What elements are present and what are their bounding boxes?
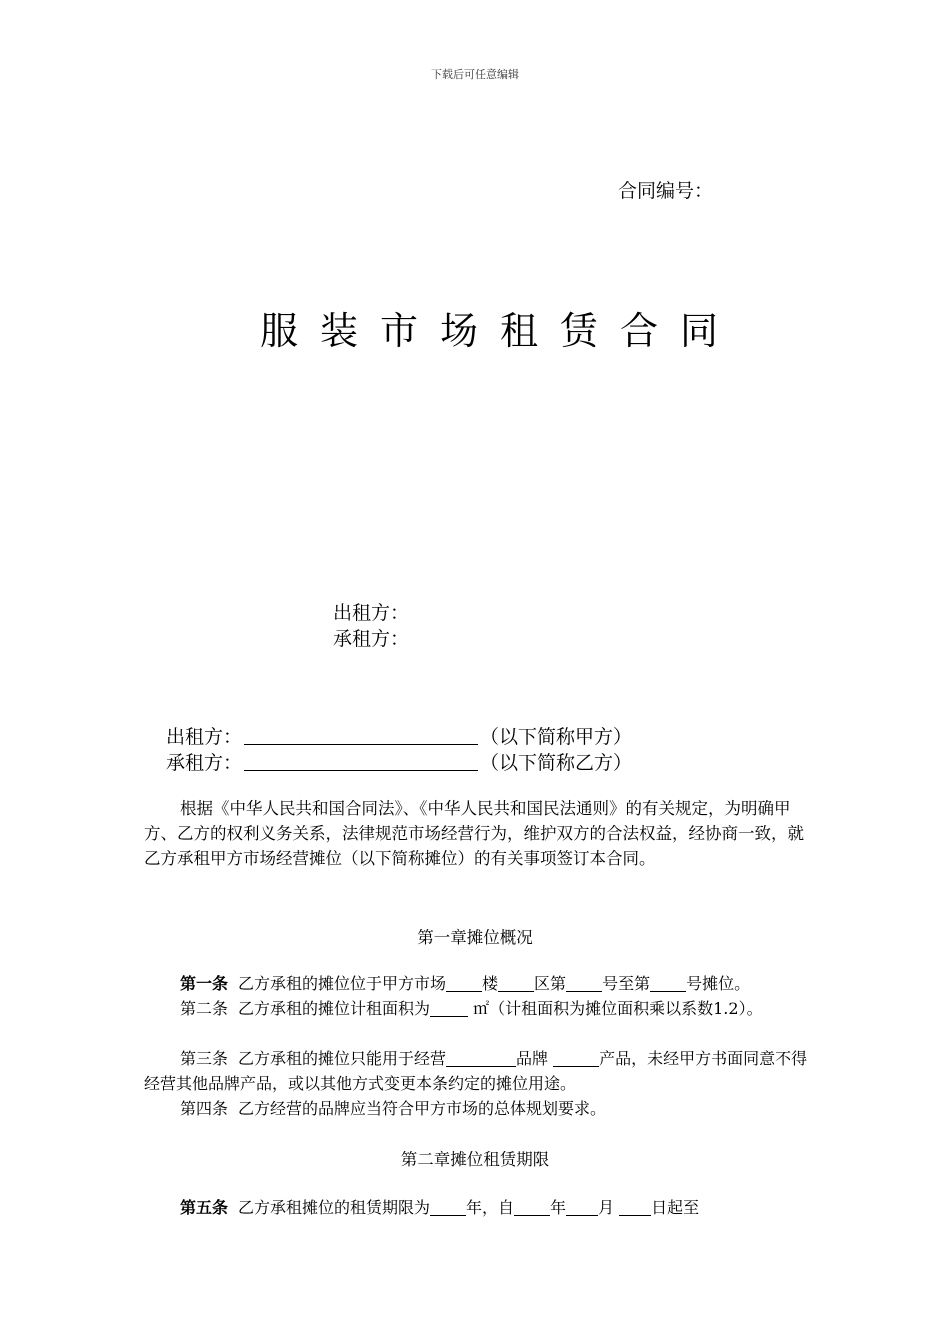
document-title: 服装市场租赁合同: [259, 309, 740, 353]
article-4-label: 第四条: [180, 1099, 229, 1118]
lessee-line: [166, 748, 632, 775]
article-5-text: 日起至: [651, 1198, 700, 1217]
article-5-text: 年: [550, 1198, 567, 1217]
article-2-label: 第二条: [180, 999, 229, 1018]
lessee-suffix: （以下简称乙方）: [480, 752, 633, 774]
blank: [650, 975, 686, 992]
blank: [566, 975, 602, 992]
chapter2-heading: 第二章摊位租赁期限: [400, 1150, 550, 1169]
lessor-line: [166, 722, 632, 749]
article-1-text: 楼: [482, 974, 499, 993]
article-3-label: 第三条: [180, 1049, 229, 1068]
article-1-label: 第一条: [180, 974, 229, 993]
article-1: [144, 971, 808, 996]
article-1-text: 号至第: [602, 974, 651, 993]
article-3-text: 乙方承租的摊位只能用于经营: [238, 1049, 447, 1068]
article-5: [144, 1195, 808, 1220]
blank: [514, 1199, 550, 1216]
blank: [619, 1199, 651, 1216]
article-3: [144, 1046, 808, 1096]
lessee-blank: [244, 752, 478, 771]
chapter1-heading: 第一章摊位概况: [417, 928, 533, 947]
article-5-text: 乙方承租摊位的租赁期限为: [238, 1198, 431, 1217]
lessee-label: 承租方：: [166, 752, 243, 774]
lessor-blank: [244, 726, 478, 745]
blank: [446, 975, 482, 992]
article-2: [144, 996, 808, 1021]
article-1-text: 号摊位。: [686, 974, 751, 993]
blank: [446, 1050, 516, 1067]
contract-number-label: 合同编号：: [618, 180, 714, 202]
blank: [498, 975, 534, 992]
article-3-text: 品牌: [516, 1049, 554, 1068]
blank: [553, 1050, 599, 1067]
preamble-paragraph: 根据《中华人民共和国合同法》、《中华人民共和国民法通则》的有关规定，为明确甲方、乙方的权利义务关系，法律规范市场经营行为，维护双方的合法权益，经协商一致，就乙方承租甲方市场经营摊位（以下简称摊位）的有关事项签订本合同。: [144, 799, 804, 868]
article-2-text: ㎡（计租面积为摊位面积乘以系数1.2）。: [468, 999, 763, 1018]
article-5-text: 年，自: [466, 1198, 515, 1217]
cover-lessor-label: 出租方：: [333, 602, 410, 624]
article-4-text: 乙方经营的品牌应当符合甲方市场的总体规划要求。: [238, 1099, 607, 1118]
lessor-suffix: （以下简称甲方）: [480, 726, 633, 748]
article-1-text: 区第: [534, 974, 567, 993]
article-5-label: 第五条: [180, 1198, 229, 1217]
article-1-text: 乙方承租的摊位位于甲方市场: [238, 974, 447, 993]
article-4: [144, 1096, 808, 1121]
blank: [430, 1199, 466, 1216]
header-note: 下载后可任意编辑: [431, 68, 519, 81]
cover-lessee-label: 承租方：: [333, 628, 410, 650]
article-3-text: 产品，未经甲方书面同意不得经营其他品牌产品，或以其他方式变更本条约定的摊位用途。: [144, 1049, 808, 1093]
blank: [430, 1000, 468, 1017]
article-5-text: 月: [598, 1198, 620, 1217]
lessor-label: 出租方：: [166, 726, 243, 748]
article-2-text: 乙方承租的摊位计租面积为: [238, 999, 431, 1018]
blank: [566, 1199, 598, 1216]
